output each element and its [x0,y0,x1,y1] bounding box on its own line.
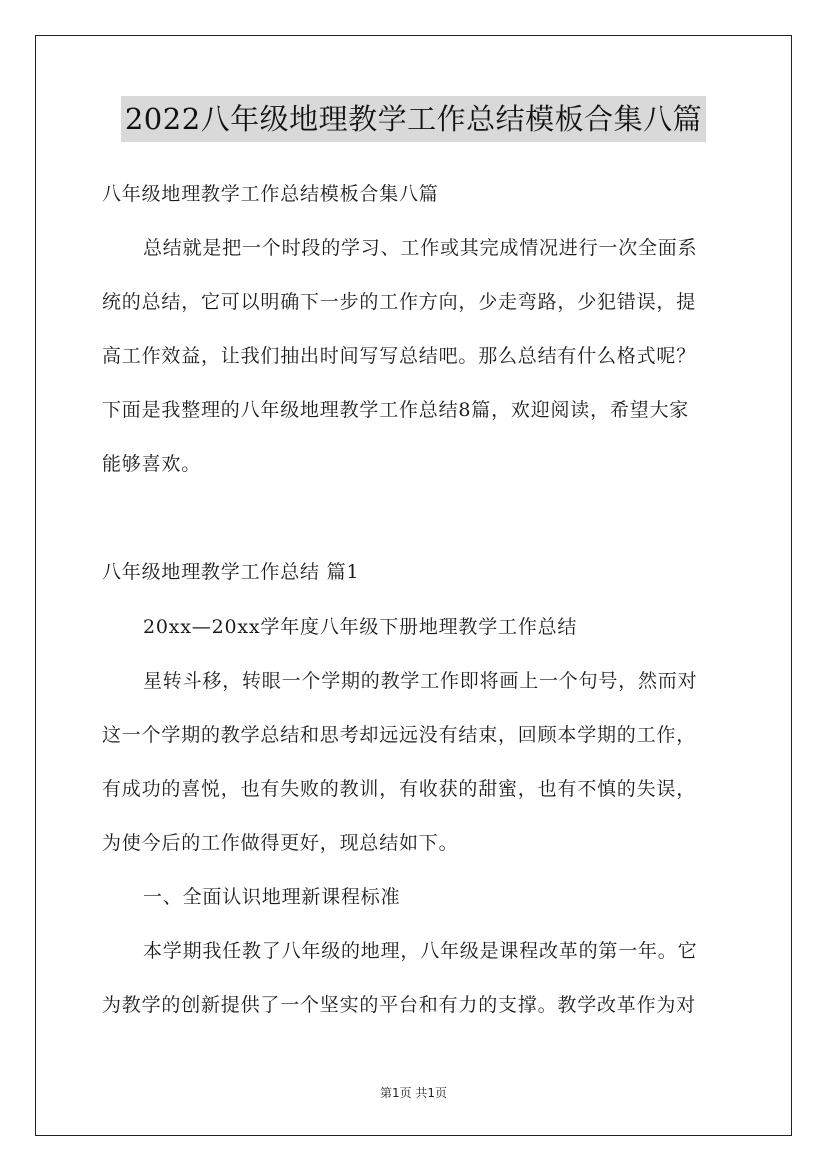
section-subheading: 20xx—20xx学年度八年级下册地理教学工作总结 [143,616,578,638]
document-title: 2022八年级地理教学工作总结模板合集八篇 [121,96,706,142]
title-container [0,96,827,142]
intro-line-1: 总结就是把一个时段的学习、工作或其完成情况进行一次全面系 [143,237,698,259]
intro-line-3: 高工作效益，让我们抽出时间写写总结吧。那么总结有什么格式呢？ [102,345,697,367]
document-subtitle: 八年级地理教学工作总结模板合集八篇 [102,183,439,205]
intro-line-2: 统的总结，它可以明确下一步的工作方向，少走弯路，少犯错误，提 [102,291,697,313]
para1-line-2: 这一个学期的教学总结和思考却远远没有结束，回顾本学期的工作， [102,724,697,746]
para2-line-1: 本学期我任教了八年级的地理，八年级是课程改革的第一年。它 [143,940,698,962]
section-heading: 八年级地理教学工作总结 篇1 [102,561,360,583]
intro-line-4: 下面是我整理的八年级地理教学工作总结8篇，欢迎阅读，希望大家 [102,399,690,421]
page-footer: 第1页 共1页 [379,1086,448,1100]
para1-line-3: 有成功的喜悦，也有失败的教训，有收获的甜蜜，也有不慎的失误， [102,778,697,800]
point1-heading: 一、全面认识地理新课程标准 [143,886,401,908]
intro-line-5: 能够喜欢。 [102,453,202,475]
para1-line-4: 为使今后的工作做得更好，现总结如下。 [102,832,459,854]
para2-line-2: 为教学的创新提供了一个坚实的平台和有力的支撑。教学改革作为对 [102,994,697,1016]
para1-line-1: 星转斗移，转眼一个学期的教学工作即将画上一个句号，然而对 [143,670,698,692]
